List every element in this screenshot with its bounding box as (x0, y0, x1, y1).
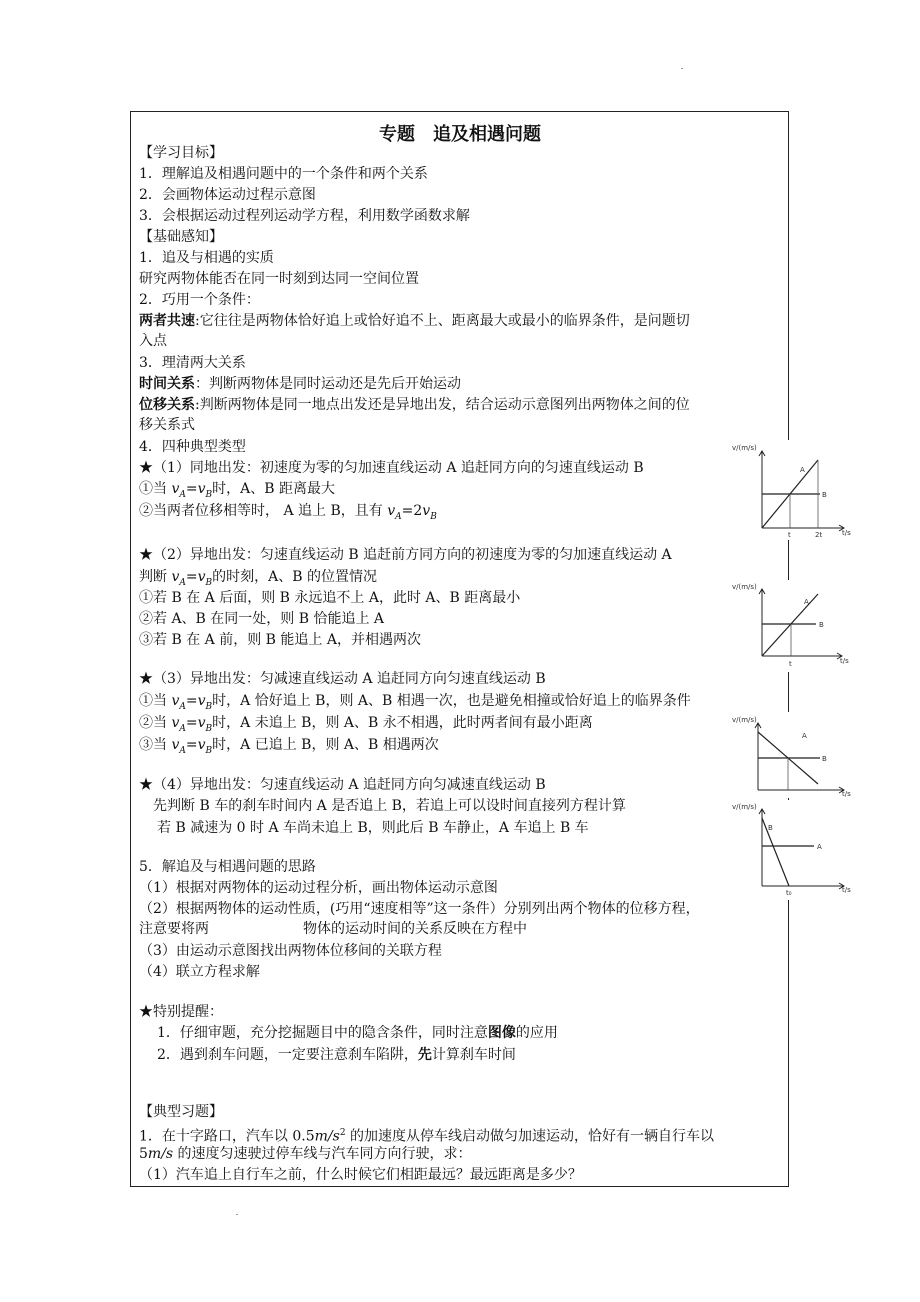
line-b (762, 818, 789, 886)
question: （1）汽车追上自行车之前，什么时候它们相距最远？最远距离是多少？ (139, 1167, 582, 1183)
case-item: 先判断 B 车的刹车时间内 A 是否追上 B，若追上可以设时间直接列方程计算 (153, 798, 626, 814)
x-axis-label: t/s (842, 886, 851, 894)
paragraph: 位移关系:判断两物体是同一地点出发还是异地出发，结合运动示意图列出两物体之间的位 (139, 397, 690, 413)
y-axis-label: v/(m/s) (732, 444, 757, 452)
case-item: ③当 $v_A=v_B$时，A 已追上 B，则 A、B 相遇两次 (139, 737, 439, 756)
section-title: 3．理清两大关系 (139, 355, 246, 371)
tick-label: t (789, 660, 792, 668)
line-b-label: B (819, 621, 824, 629)
case-heading: ★（4）异地出发：匀速直线运动 A 追赶同方向匀减速直线运动 B (139, 777, 546, 793)
scan-speck (681, 68, 683, 69)
basics-header: 【基础感知】 (139, 229, 223, 245)
line-b-label: B (822, 491, 827, 499)
vt-graph-3 (732, 712, 854, 798)
case-item: ①当 $v_A=v_B$时，A、B 距离最大 (139, 481, 336, 500)
exercise-header: 【典型习题】 (139, 1104, 223, 1120)
paragraph: 移关系式 (139, 417, 195, 433)
case-item: ①若 B 在 A 后面，则 B 永远追不上 A，此时 A、B 距离最小 (139, 590, 521, 606)
paragraph: 时间关系：判断两物体是同时运动还是先后开始运动 (139, 376, 461, 392)
line-a (762, 594, 818, 656)
reminder-title: ★特别提醒： (139, 1004, 223, 1020)
goal-item: 3．会根据运动过程列运动学方程，利用数学函数求解 (139, 208, 470, 224)
tick-label: t₀ (786, 889, 792, 897)
tick-label: t (788, 531, 791, 539)
x-axis-label: t/s (842, 529, 851, 537)
reminder-item: 2．遇到刹车问题，一定要注意刹车陷阱，先计算刹车时间 (157, 1047, 516, 1063)
case-heading: ★（3）异地出发：匀减速直线运动 A 追赶同方向匀速直线运动 B (139, 671, 546, 687)
list-item: （2）根据两物体的运动性质，(巧用“速度相等”这一条件）分别列出两个物体的位移方程， (139, 901, 700, 917)
case-item: 判断 $v_A=v_B$的时刻，A、B 的位置情况 (139, 569, 378, 588)
vt-graph-2 (732, 580, 854, 672)
section-title: 5．解追及与相遇问题的思路 (139, 859, 316, 875)
case-item: ②当 $v_A=v_B$时，A 未追上 B，则 A、B 永不相遇，此时两者间有最小距离 (139, 715, 593, 734)
reminder-item: 1．仔细审题，充分挖掘题目中的隐含条件，同时注意图像的应用 (157, 1025, 558, 1041)
section-title: 2．巧用一个条件： (139, 292, 260, 308)
line-a-label: A (817, 843, 822, 851)
case-item: ②若 A、B 在同一处，则 B 恰能追上 A (139, 611, 385, 627)
vt-graph-1 (732, 440, 854, 540)
paragraph: 研究两物体能否在同一时刻到达同一空间位置 (139, 271, 419, 287)
keyword: 时间关系 (139, 376, 195, 392)
case-item: ③若 B 在 A 前，则 B 能追上 A，并相遇两次 (139, 632, 421, 648)
goals-header: 【学习目标】 (139, 145, 223, 161)
goal-item: 1．理解追及相遇问题中的一个条件和两个关系 (139, 166, 428, 182)
case-item: ①当 $v_A=v_B$时，A 恰好追上 B，则 A、B 相遇一次，也是避免相撞或恰好追上的临界条件 (139, 693, 691, 712)
keyword: 两者共速 (139, 313, 195, 329)
question: 5m/s 的速度匀速驶过停车线与汽车同方向行驶，求： (139, 1146, 472, 1162)
scan-speck (236, 1214, 238, 1215)
goal-item: 2．会画物体运动过程示意图 (139, 187, 316, 203)
list-item: （3）由运动示意图找出两物体位移间的关联方程 (139, 943, 442, 959)
y-axis-label: v/(m/s) (732, 583, 757, 591)
case-item: 若 B 减速为 0 时 A 车尚未追上 B，则此后 B 车静止，A 车追上 B 车 (157, 820, 589, 836)
x-axis-label: t/s (842, 790, 851, 798)
page-title: 专题 追及相遇问题 (379, 124, 541, 145)
line-a-label: A (804, 598, 809, 606)
keyword: 位移关系 (139, 397, 195, 413)
paragraph: 入点 (139, 333, 167, 349)
line-b-label: B (768, 824, 773, 832)
vt-graph-4 (732, 800, 854, 900)
y-axis-label: v/(m/s) (732, 803, 757, 811)
line-a-label: A (800, 466, 805, 474)
case-heading: ★（1）同地出发：初速度为零的匀加速直线运动 A 追赶同方向的匀速直线运动 B (139, 460, 644, 476)
y-axis-label: v/(m/s) (732, 716, 757, 724)
line-b-label: B (822, 755, 827, 763)
paragraph: 两者共速:它往往是两物体恰好追上或恰好追不上、距离最大或最小的临界条件，是问题切 (139, 313, 690, 329)
list-item: 注意要将两 物体的运动时间的关系反映在方程中 (139, 921, 527, 937)
tick-label: 2t (815, 531, 823, 539)
x-axis-label: t/s (840, 657, 849, 665)
section-title: 4．四种典型类型 (139, 439, 246, 455)
list-item: （1）根据对两物体的运动过程分析，画出物体运动示意图 (139, 880, 498, 896)
section-title: 1．追及与相遇的实质 (139, 250, 274, 266)
list-item: （4）联立方程求解 (139, 964, 260, 980)
case-heading: ★（2）异地出发：匀速直线运动 B 追赶前方同方向的初速度为零的匀加速直线运动 A (139, 547, 672, 563)
line-a-label: A (802, 732, 807, 740)
case-item: ②当两者位移相等时， A 追上 B，且有 $v_A=2v_B$ (139, 503, 437, 522)
question: 1．在十字路口，汽车以 $0.5m/s^2$ 的加速度从停车线启动做匀加速运动，恰好有一辆自行车以 (139, 1128, 714, 1145)
